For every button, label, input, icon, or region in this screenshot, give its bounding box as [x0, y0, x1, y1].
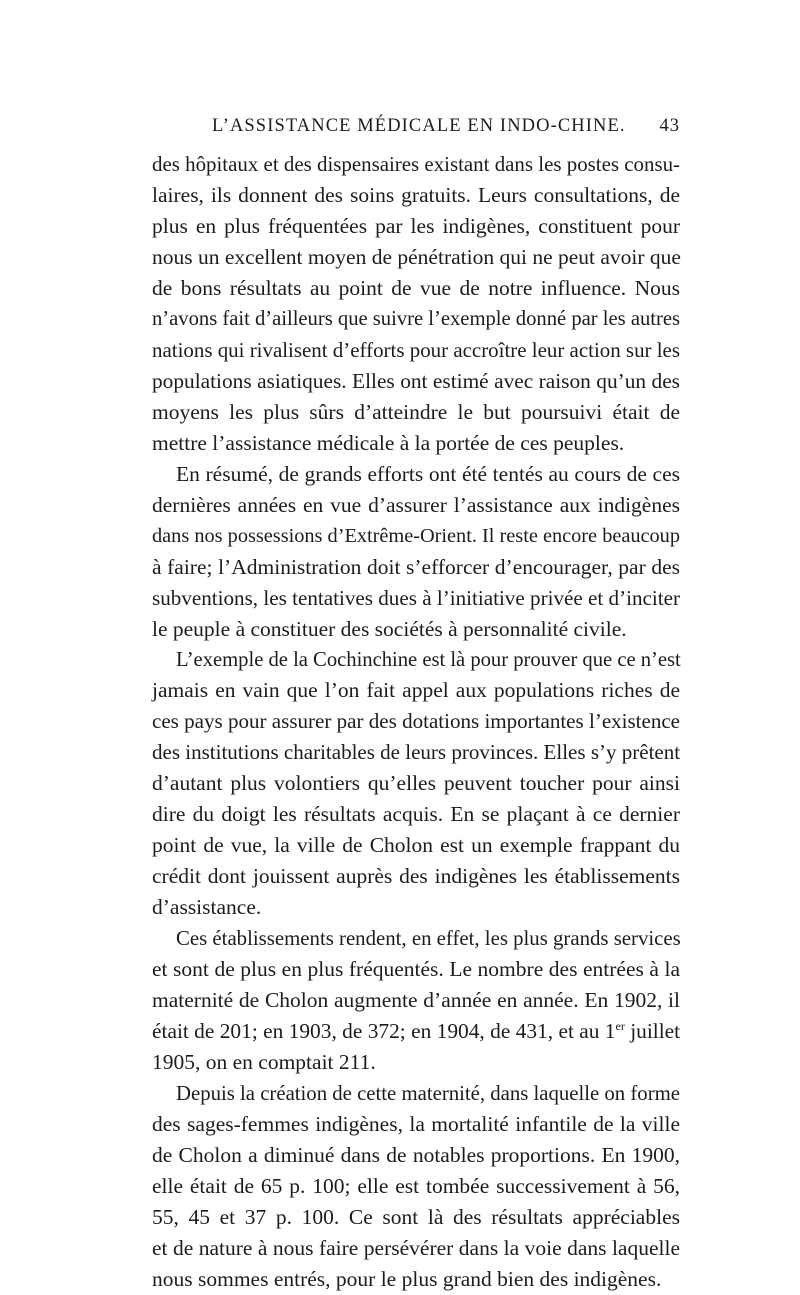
text-line: elle était de 65 p. 100; elle est tombée successivement à 56, — [152, 1173, 680, 1198]
superscript: er — [615, 1018, 625, 1033]
page-number: 43 — [659, 116, 680, 136]
text-line: des institutions charitables de leurs provinces. Elles s’y prêtent — [152, 740, 681, 765]
text-line: laires, ils donnent des soins gratuits. Leurs consultations, de — [152, 182, 680, 207]
text-line: crédit dont jouissent auprès des indigènes les établissements — [152, 864, 680, 889]
text-line: et de nature à nous faire persévérer dans la voie dans laquelle — [152, 1235, 680, 1260]
text-line: point de vue, la ville de Cholon est un exemple frappant du — [152, 833, 680, 858]
text-line: En résumé, de grands efforts ont été tentés au cours de ces — [176, 461, 680, 486]
text-line: L’exemple de la Cochinchine est là pour prouver que ce n’est — [176, 648, 681, 671]
text-line: ces pays pour assurer par des dotations importantes l’existence — [152, 709, 680, 734]
text-line: n’avons fait d’ailleurs que suivre l’exemple donné par les autres — [152, 307, 680, 330]
text-line: des hôpitaux et des dispensaires existant dans les postes consu- — [152, 152, 680, 176]
text-line: dernières années en vue d’assurer l’assistance aux indigènes — [152, 492, 680, 517]
text-line: mettre l’assistance médicale à la portée de ces peuples. — [152, 430, 625, 455]
body-text — [152, 149, 680, 1295]
text-line: subventions, les tentatives dues à l’initiative privée et d’inciter — [152, 585, 680, 610]
running-head — [152, 116, 680, 144]
text-line: de Cholon a diminué dans de notables proportions. En 1900, — [152, 1143, 680, 1167]
text-line-with-superscript — [152, 1016, 680, 1047]
text-line: et sont de plus en plus fréquentés. Le nombre des entrées à la — [152, 957, 680, 982]
text-line: d’assistance. — [152, 895, 262, 920]
text-line: des sages-femmes indigènes, la mortalité infantile de la ville — [152, 1112, 680, 1137]
text-line: dire du doigt les résultats acquis. En se plaçant à ce dernier — [152, 802, 680, 827]
text-segment: était de 201; en 1903, de 372; en 1904, de 431, et au 1 — [152, 1019, 616, 1044]
text-line: d’autant plus volontiers qu’elles peuvent toucher pour ainsi — [152, 771, 680, 796]
text-line: plus en plus fréquentées par les indigènes, constituent pour — [152, 213, 680, 238]
text-line: maternité de Cholon augmente d’année en année. En 1902, il — [152, 988, 680, 1013]
running-title: L’ASSISTANCE MÉDICALE EN INDO-CHINE. — [212, 116, 626, 136]
text-line: moyens les plus sûrs d’atteindre le but poursuivi était de — [152, 399, 680, 424]
text-line: le peuple à constituer des sociétés à personnalité civile. — [152, 616, 627, 641]
text-segment: juillet — [624, 1019, 681, 1044]
text-line: Depuis la création de cette maternité, dans laquelle on forme — [176, 1081, 680, 1106]
text-line: nations qui rivalisent d’efforts pour accroître leur action sur les — [152, 337, 680, 362]
text-line: à faire; l’Administration doit s’efforcer d’encourager, par des — [152, 554, 680, 579]
text-line: de bons résultats au point de vue de notre influence. Nous — [152, 275, 680, 300]
text-line: 55, 45 et 37 p. 100. Ce sont là des résultats appréciables — [152, 1204, 680, 1229]
text-line: 1905, on en comptait 211. — [152, 1050, 376, 1075]
text-line: jamais en vain que l’on fait appel aux populations riches de — [152, 678, 680, 703]
text-line: dans nos possessions d’Extrême-Orient. Il reste encore beaucoup — [152, 524, 680, 547]
text-line: nous un excellent moyen de pénétration qui ne peut avoir que — [152, 244, 681, 269]
text-line: Ces établissements rendent, en effet, les plus grands services — [176, 926, 681, 951]
text-line: nous sommes entrés, pour le plus grand bien des indigènes. — [152, 1266, 662, 1291]
text-line: populations asiatiques. Elles ont estimé avec raison qu’un des — [152, 368, 680, 393]
